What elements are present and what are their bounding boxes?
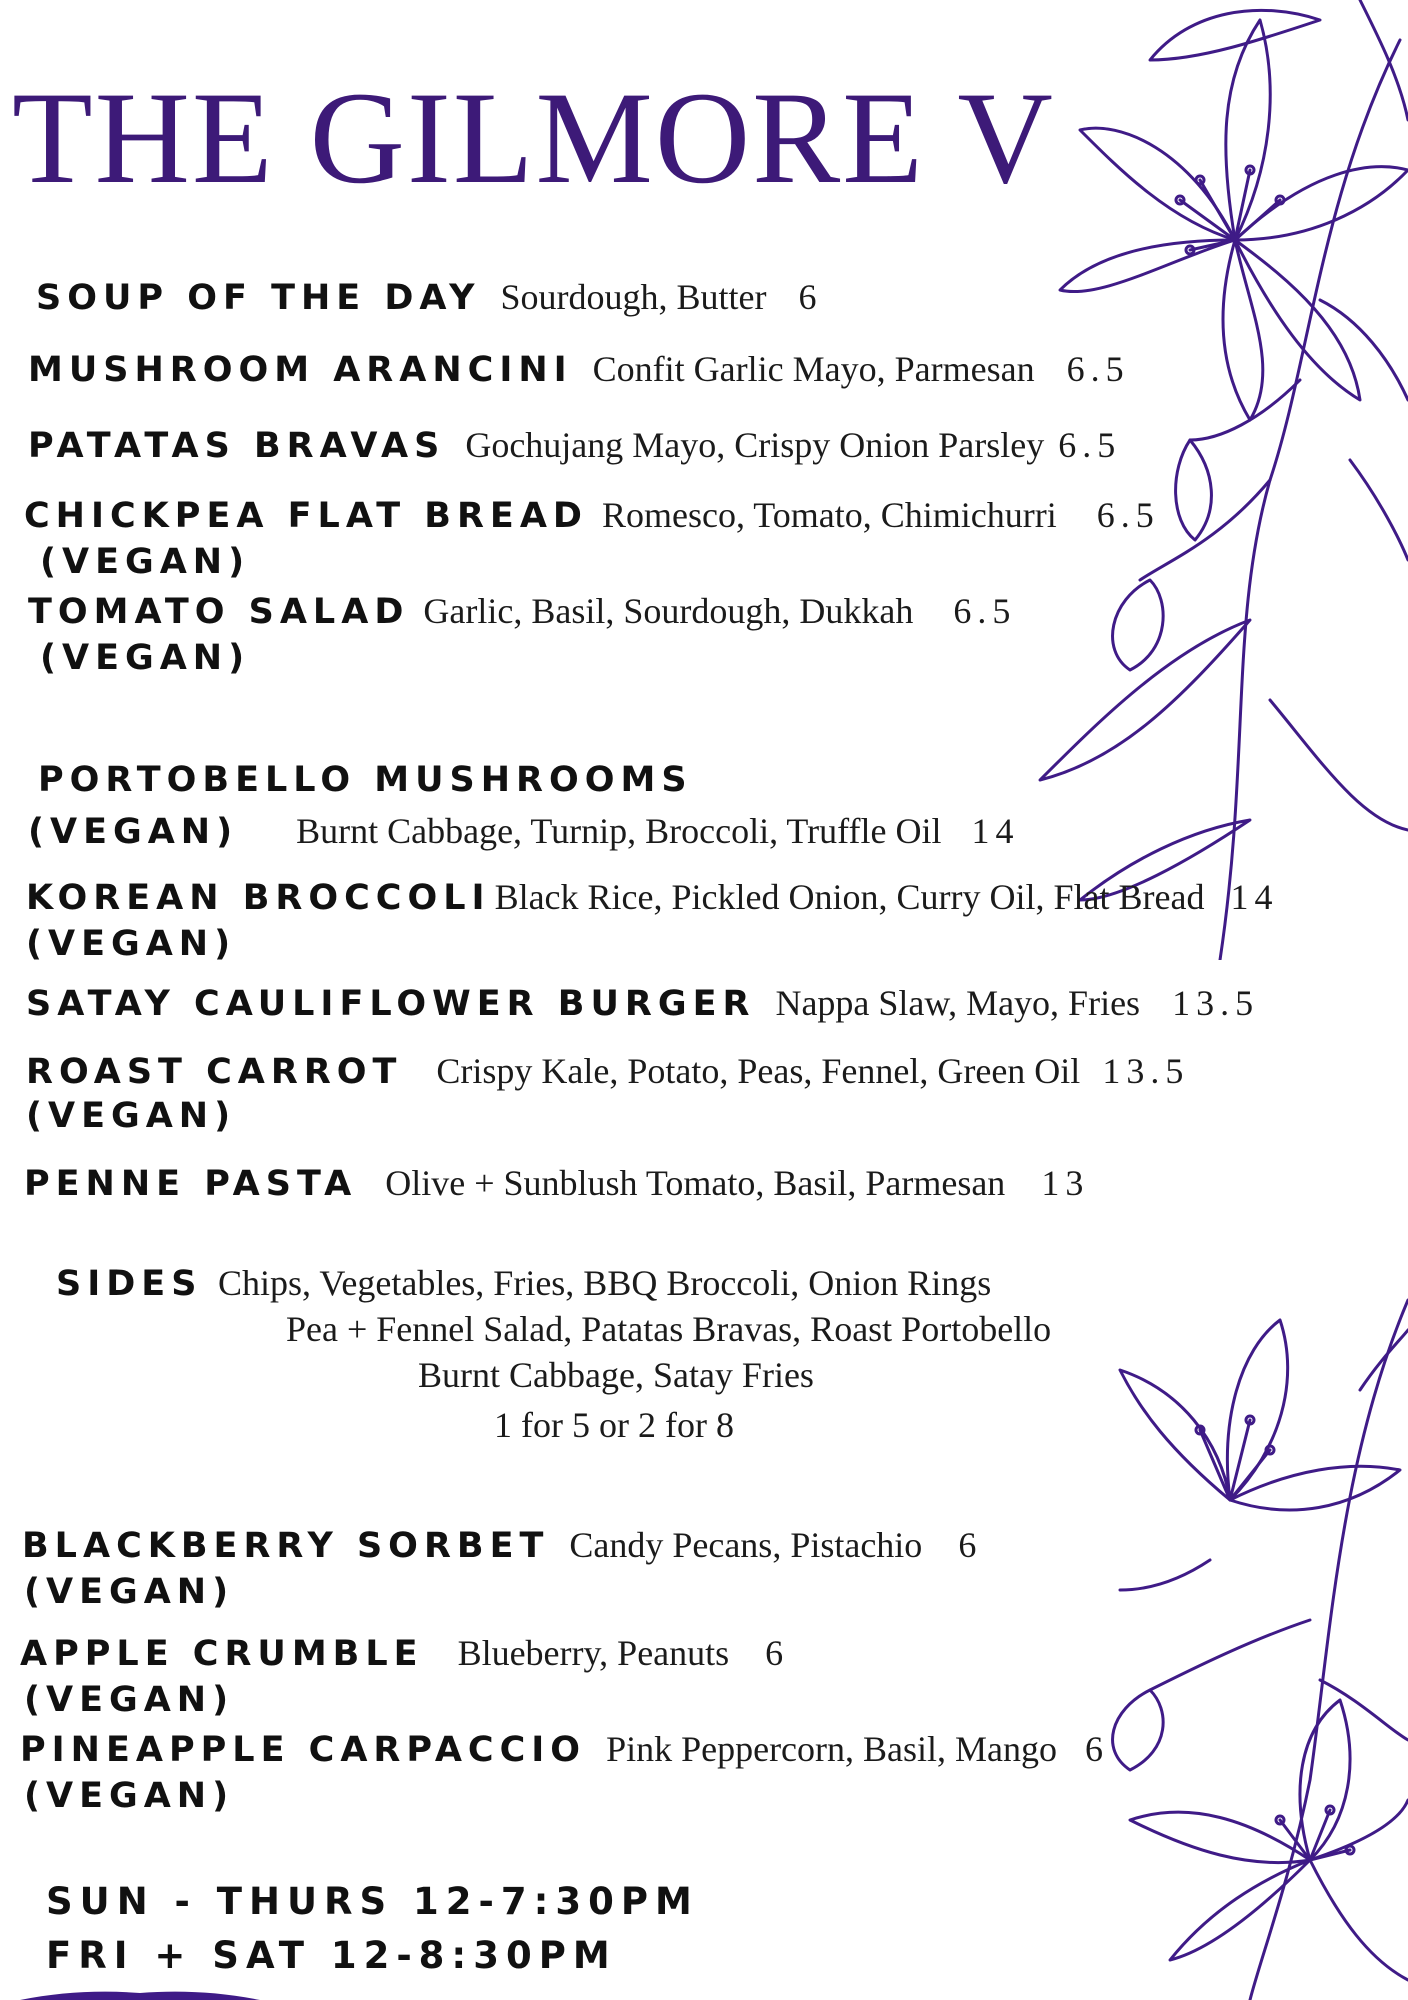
item-name: PENNE PASTA [24,1164,358,1204]
vegan-tag: (VEGAN) [26,1096,237,1136]
vegan-tag: (VEGAN) [26,924,237,964]
item-price: 6.5 [953,591,1017,631]
item-description: Olive + Sunblush Tomato, Basil, Parmesan [385,1163,1006,1203]
floral-top-right [1020,0,1408,960]
menu-item-cauliflower-burger [26,982,1259,1024]
sides-pricing: 1 for 5 or 2 for 8 [494,1405,734,1445]
item-price: 6 [1085,1729,1110,1769]
floral-bottom-right [1110,1260,1408,2000]
vegan-tag: (VEGAN) [24,1680,235,1720]
vegan-tag: (VEGAN) [24,1776,235,1816]
menu-item-pineapple-carpaccio [20,1728,1109,1770]
opening-hours-weekday: SUN - THURS 12-7:30PM [46,1880,699,1923]
item-name: ROAST CARROT [26,1052,403,1092]
menu-item-portobello [38,760,693,800]
item-price: 14 [971,811,1020,851]
item-price: 6 [798,277,823,317]
sides-line: Burnt Cabbage, Satay Fries [418,1355,814,1395]
opening-hours-weekend: FRI + SAT 12-8:30PM [46,1934,617,1977]
menu-item-blackberry-sorbet [22,1524,982,1566]
item-price: 6.5 [1058,425,1122,465]
vegan-tag: (VEGAN) [40,638,251,678]
item-description: Black Rice, Pickled Onion, Curry Oil, Flat Bread [494,877,1205,917]
leaf-icon [1150,10,1320,60]
menu-item-penne-pasta [24,1162,1089,1204]
menu-item-portobello-detail [28,810,1019,852]
menu-item-tomato-salad [28,590,1016,632]
item-description: Gochujang Mayo, Crispy Onion Parsley [465,425,1045,465]
lily-flower-icon [1120,1320,1400,1510]
item-description: Garlic, Basil, Sourdough, Dukkah [423,591,914,631]
item-name: SATAY CAULIFLOWER BURGER [26,984,756,1024]
item-name: TOMATO SALAD [28,592,410,632]
menu-item-arancini [28,348,1130,390]
vegan-tag: (VEGAN) [24,1572,235,1612]
item-description: Romesco, Tomato, Chimichurri [601,495,1057,535]
menu-item-roast-carrot [26,1050,1189,1092]
sides-line: Chips, Vegetables, Fries, BBQ Broccoli, Onion Rings [218,1263,992,1303]
vegan-tag: (VEGAN) [40,542,251,582]
item-description: Nappa Slaw, Mayo, Fries [775,983,1141,1023]
item-name: BLACKBERRY SORBET [22,1526,550,1566]
floral-bottom-left [20,1990,260,2000]
flower-bud-icon [1113,440,1212,670]
item-price: 13.5 [1172,983,1260,1023]
item-name: KOREAN BROCCOLI [26,878,491,918]
item-name: SOUP OF THE DAY [36,278,481,318]
menu-item-soup [36,276,822,318]
item-price: 13.5 [1102,1051,1190,1091]
item-description: Confit Garlic Mayo, Parmesan [592,349,1035,389]
item-price: 6 [765,1633,790,1673]
item-price: 14 [1230,877,1279,917]
menu-item-flat-bread [24,494,1160,536]
vegan-tag: (VEGAN) [28,812,239,852]
item-name: PORTOBELLO MUSHROOMS [38,760,693,800]
restaurant-title: THE GILMORE V [12,64,1055,211]
item-description: Burnt Cabbage, Turnip, Broccoli, Truffle Oil [296,811,942,851]
sides-line: Pea + Fennel Salad, Patatas Bravas, Roast Portobello [286,1309,1052,1349]
item-name: MUSHROOM ARANCINI [28,350,573,390]
sides-label: SIDES [56,1264,203,1304]
item-price: 6.5 [1066,349,1130,389]
menu-item-apple-crumble [20,1632,789,1674]
menu-item-korean-broccoli [26,876,1278,918]
item-name: CHICKPEA FLAT BREAD [24,496,588,536]
item-description: Pink Peppercorn, Basil, Mango [606,1729,1058,1769]
item-description: Sourdough, Butter [500,277,767,317]
item-description: Crispy Kale, Potato, Peas, Fennel, Green Oil [436,1051,1081,1091]
menu-item-patatas-bravas [28,424,1121,466]
item-description: Candy Pecans, Pistachio [569,1525,923,1565]
item-price: 13 [1041,1163,1090,1203]
item-name: PINEAPPLE CARPACCIO [20,1730,587,1770]
flower-bud-icon [1113,1690,1164,1770]
item-price: 6.5 [1096,495,1160,535]
item-description: Blueberry, Peanuts [457,1633,730,1673]
item-price: 6 [958,1525,983,1565]
item-name: PATATAS BRAVAS [28,426,446,466]
item-name: APPLE CRUMBLE [20,1634,424,1674]
